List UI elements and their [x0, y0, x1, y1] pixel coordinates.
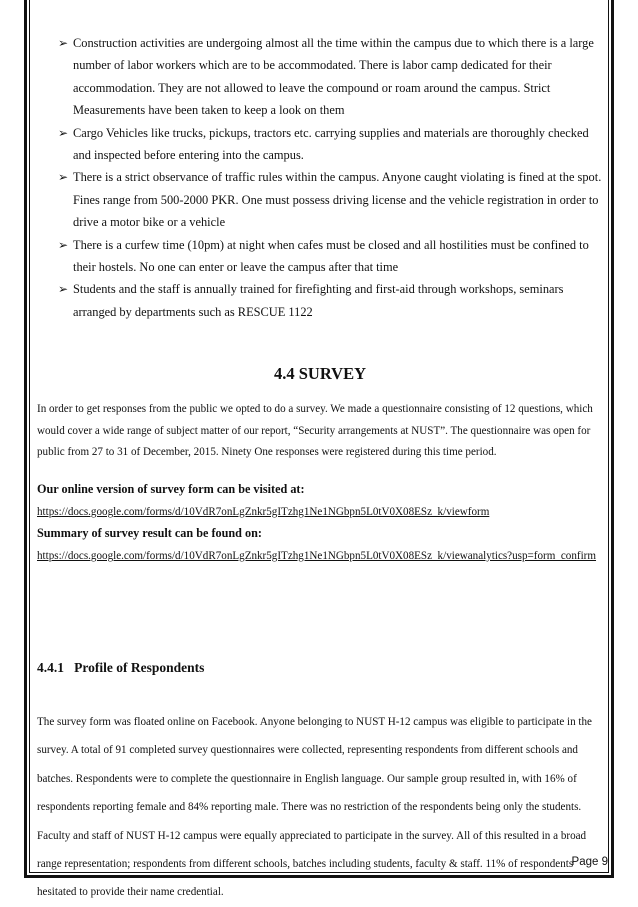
- survey-intro-paragraph: In order to get responses from the public we opted to do a survey. We made a questionnaire consisting of 12 questions, which would cover a wide range of subject matter of our report, “Security arrangements at NUST”. The questionnaire was open for public from 27 to 31 of December, 2015. Ninety One responses were registered during this time period.: [37, 403, 593, 459]
- profile-paragraph: The survey form was floated online on Facebook. Anyone belonging to NUST H-12 campus was eligible to participate in the survey. A total of 91 completed survey questionnaires were collected, representing respondents from different schools and batches. Respondents were to complete the questionnaire in English language. Our sample group resulted in, with 16% of respondents reporting female and 84% reporting male. There was no restriction of the respondents being only the students. Faculty and staff of NUST H-12 campus were equally appreciated to participate in the survey. All of this resulted in a broad range representation; respondents from different schools, batches including students, faculty & staff. 11% of respondents hesitated to provide their name credential.: [37, 716, 592, 899]
- bullet-item: ➢ Construction activities are undergoing almost all the time within the campus due to which there is a large number of labor workers which are to be accommodated. There is labor camp dedicated for their accommodation. They are not allowed to leave the compound or roam around the campus. Strict Measurements have been taken to keep a look on them: [37, 32, 603, 122]
- bullet-item: ➢ There is a strict observance of traffic rules within the campus. Anyone caught violating is fined at the spot. Fines range from 500-2000 PKR. One must possess driving license and the vehicle registration in order to drive a motor bike or a vehicle: [37, 166, 603, 233]
- bullet-item: ➢ There is a curfew time (10pm) at night when cafes must be closed and all hostilities must be confined to their hostels. No one can enter or leave the campus after that time: [37, 234, 603, 279]
- bullet-list: [37, 32, 603, 323]
- survey-links: [37, 479, 603, 567]
- bullet-item: ➢ Cargo Vehicles like trucks, pickups, tractors etc. carrying supplies and materials are thoroughly checked and inspected before entering into the campus.: [37, 122, 603, 167]
- section-title: 4.4 SURVEY: [273, 364, 366, 383]
- arrow-bullet-icon: ➢: [58, 125, 69, 140]
- arrow-bullet-icon: ➢: [58, 36, 69, 50]
- online-form-label: Our online version of survey form can be visited at:: [37, 482, 305, 496]
- arrow-bullet-icon: ➢: [58, 282, 69, 297]
- arrow-bullet-icon: ➢: [58, 170, 69, 185]
- online-form-link[interactable]: https://docs.google.com/forms/d/10VdR7onLgZnkr5gITzhg1Ne1NGbpn5L0tV0X08ESz_k/viewform: [37, 506, 490, 518]
- summary-label: Summary of survey result can be found on:: [37, 526, 262, 540]
- arrow-bullet-icon: ➢: [58, 237, 69, 252]
- subsection-title: 4.4.1 Profile of Respondents: [37, 660, 205, 675]
- bullet-item: ➢ Students and the staff is annually trained for firefighting and first-aid through workshops, seminars arranged by departments such as RESCUE 1122: [37, 278, 603, 323]
- summary-link[interactable]: https://docs.google.com/forms/d/10VdR7onLgZnkr5gITzhg1Ne1NGbpn5L0tV0X08ESz_k/viewanalytics?usp=form_confirm: [37, 550, 597, 562]
- page-number: Page 9: [571, 856, 608, 868]
